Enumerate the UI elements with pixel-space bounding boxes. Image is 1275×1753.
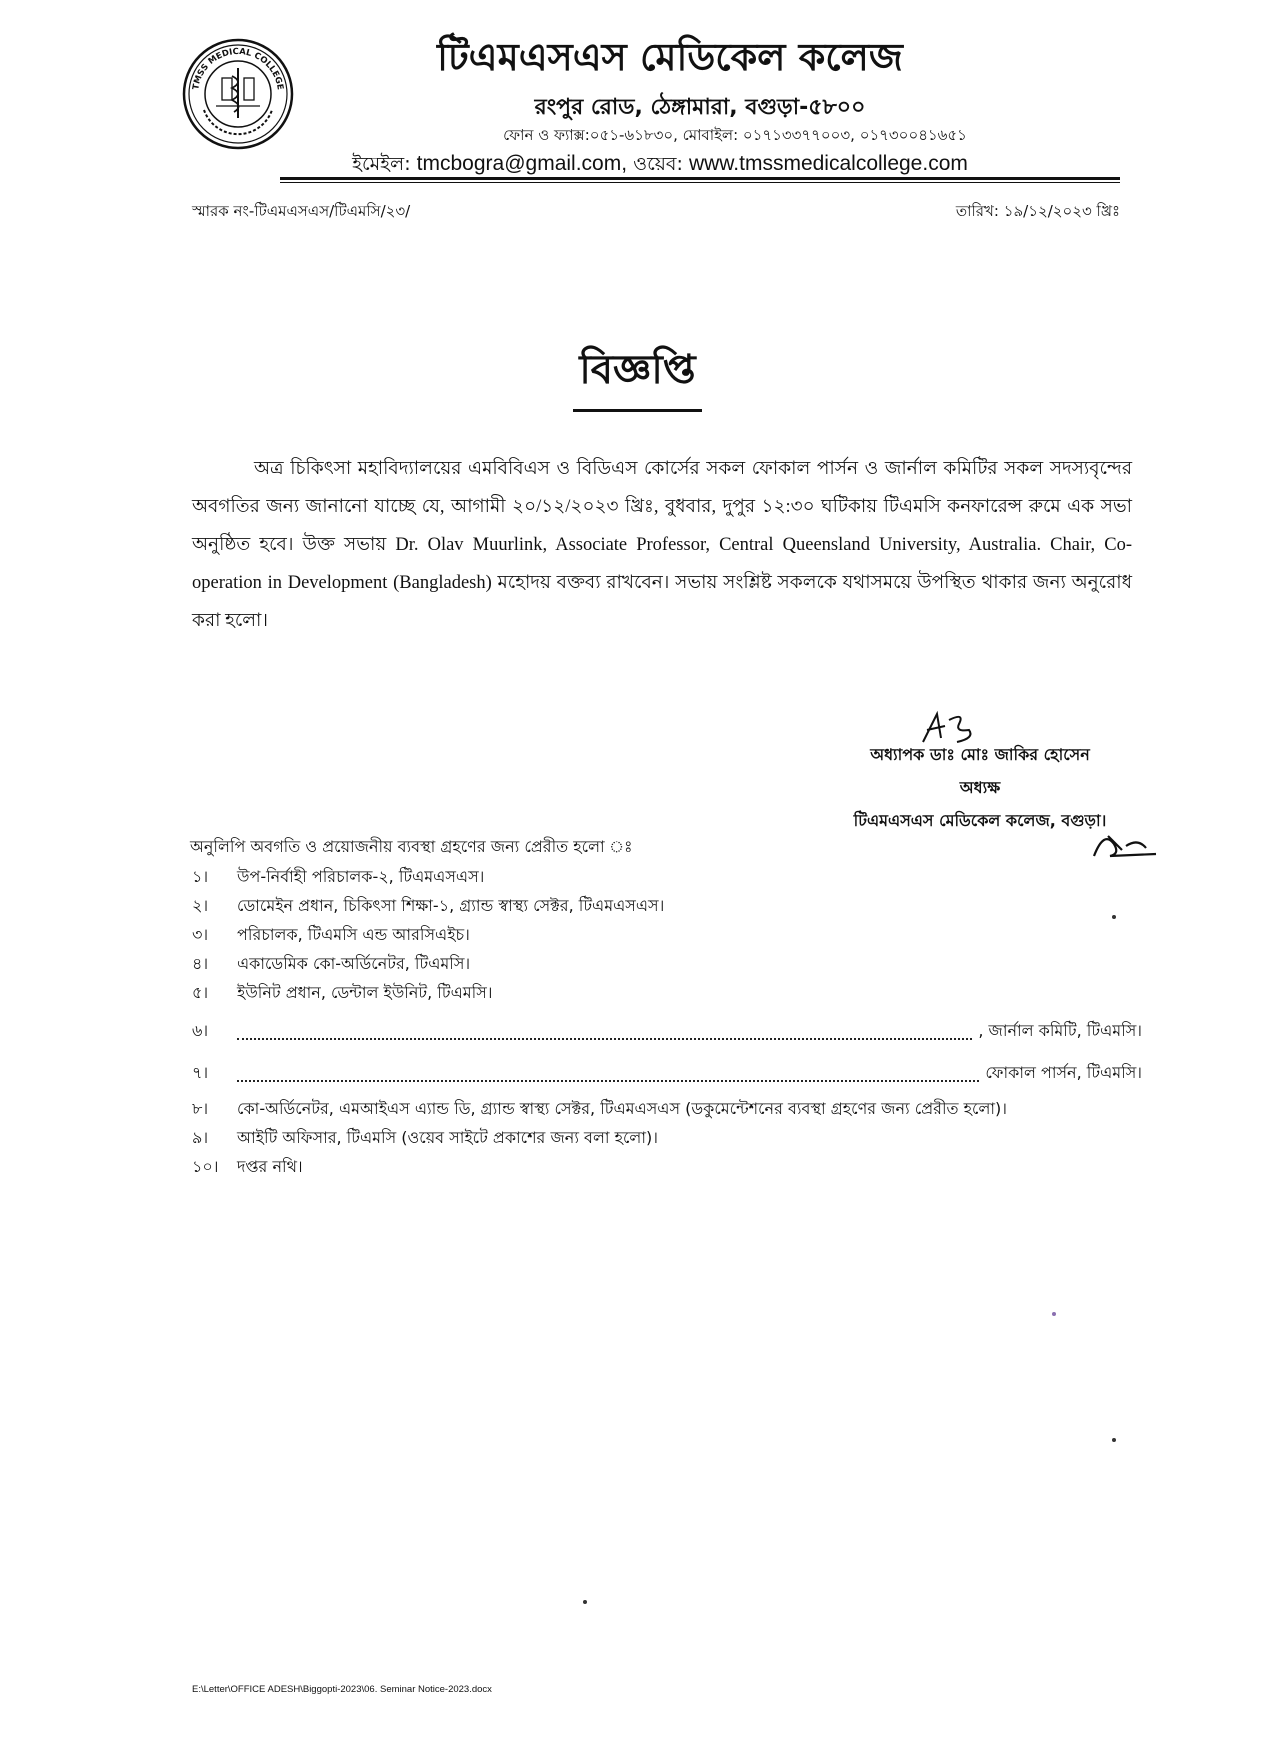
notice-title: বিজ্ঞপ্তি <box>573 338 701 412</box>
list-item-text: ডোমেইন প্রধান, চিকিৎসা শিক্ষা-১, গ্র্যান্ড স্বাস্থ্য সেক্টর, টিএমএসএস। <box>237 896 665 915</box>
signatory-designation: অধ্যক্ষ <box>959 778 1001 797</box>
copy-distribution-intro: অনুলিপি অবগতি ও প্রয়োজনীয় ব্যবস্থা গ্রহণের জন্য প্রেরীত হলো ঃ <box>190 837 633 856</box>
list-item-number: ৫। <box>192 983 209 1002</box>
list-item-number: ৪। <box>192 954 209 973</box>
scan-speck <box>1112 915 1116 919</box>
signatory-name: অধ্যাপক ডাঃ মোঃ জাকির হোসেন <box>870 745 1090 764</box>
list-item-text: ফোকাল পার্সন, টিএমসি। <box>985 1063 1142 1082</box>
file-path-footer: E:\Letter\OFFICE ADESH\Biggopti-2023\06. Seminar Notice-2023.docx <box>192 1684 492 1695</box>
blank-fill-line <box>237 1079 979 1082</box>
list-item-text: আইটি অফিসার, টিএমসি (ওয়েব সাইটে প্রকাশের জন্য বলা হলো)। <box>237 1128 658 1147</box>
list-item <box>192 1060 1142 1084</box>
scan-speck <box>1112 1438 1116 1442</box>
notice-date: তারিখ: ১৯/১২/২০২৩ খ্রিঃ <box>955 202 1120 220</box>
list-item-text: উপ-নির্বাহী পরিচালক-২, টিএমএসএস। <box>237 867 485 886</box>
letterhead-rule-thin <box>280 182 1120 183</box>
institution-name: টিএমএসএস মেডিকেল কলেজ <box>437 35 903 79</box>
list-item <box>192 1018 1142 1042</box>
list-item-number: ৮। <box>192 1099 209 1118</box>
college-seal-logo <box>182 38 294 150</box>
signatory-block <box>820 738 1140 837</box>
signatory-institution: টিএমএসএস মেডিকেল কলেজ, বগুড়া। <box>853 811 1107 830</box>
list-item-text: একাডেমিক কো-অর্ডিনেটর, টিএমসি। <box>237 954 471 973</box>
email-label: ইমেইল: <box>352 153 411 175</box>
list-item-number: ১০। <box>192 1157 219 1176</box>
phone-line: ফোন ও ফ্যাক্স:০৫১-৬১৮৩০, মোবাইল: ০১৭১৩৩৭৭০০৩, ০১৭৩০০৪১৬৫১ <box>503 126 967 144</box>
web-label: ওয়েব: <box>633 153 683 175</box>
notice-title-block <box>0 338 1275 412</box>
website-address: www.tmssmedicalcollege.com <box>688 152 968 175</box>
institution-address: রংপুর রোড, ঠেঙ্গামারা, বগুড়া-৫৮০০ <box>534 95 866 120</box>
list-item-number: ৯। <box>192 1128 209 1147</box>
notice-body <box>192 450 1132 640</box>
email-address: tmcbogra@gmail.com, <box>416 152 628 175</box>
list-item-number: ১। <box>192 867 209 886</box>
reference-number: স্মারক নং-টিএমএসএস/টিএমসি/২৩/ <box>192 202 411 220</box>
letterhead-rule <box>280 177 1120 180</box>
list-item-text: পরিচালক, টিএমসি এন্ড আরসিএইচ। <box>237 925 470 944</box>
scan-speck <box>583 1600 587 1604</box>
scan-speck <box>1052 1312 1056 1316</box>
list-item-text: ইউনিট প্রধান, ডেন্টাল ইউনিট, টিএমসি। <box>237 983 493 1002</box>
list-item-number: ২। <box>192 896 209 915</box>
list-item-number: ৬। <box>192 1021 209 1040</box>
list-item-number: ৭। <box>192 1063 209 1082</box>
list-item-text: কো-অর্ডিনেটর, এমআইএস এ্যান্ড ডি, গ্র্যান্ড স্বাস্থ্য সেক্টর, টিএমএসএস (ডকুমেন্টেশনের ব্যবস্থা গ্রহণের জন্য প্রেরীত হলো)। <box>237 1099 1007 1118</box>
blank-fill-line <box>237 1037 972 1040</box>
list-item-text: দপ্তর নথি। <box>237 1157 303 1176</box>
list-item-number: ৩। <box>192 925 209 944</box>
notice-paragraph: অত্র চিকিৎসা মহাবিদ্যালয়ের এমবিবিএস ও বিডিএস কোর্সের সকল ফোকাল পার্সন ও জার্নাল কমিটির সকল সদস্যবৃন্দের অবগতির জন্য জানানো যাচ্ছে যে, আগামী ২০/১২/২০২৩ খ্রিঃ, বুধবার, দুপুর ১২:৩০ ঘটিকায় টিএমসি কনফারেন্স রুমে এক সভা অনুষ্ঠিত হবে। উক্ত সভায় Dr. Olav Muurlink, Associate Professor, Central Queensland University, Australia. Chair, Co-operation in Development (Bangladesh) মহোদয় বক্তব্য রাখবেন। সভায় সংশ্লিষ্ট সকলকে যথাসময়ে উপস্থিত থাকার জন্য অনুরোধ করা হলো। <box>192 459 1132 631</box>
svg-text:TMSS MEDICAL COLLEGE: TMSS MEDICAL COLLEGE <box>191 46 285 91</box>
list-item-text: , জার্নাল কমিটি, টিএমসি। <box>978 1021 1142 1040</box>
